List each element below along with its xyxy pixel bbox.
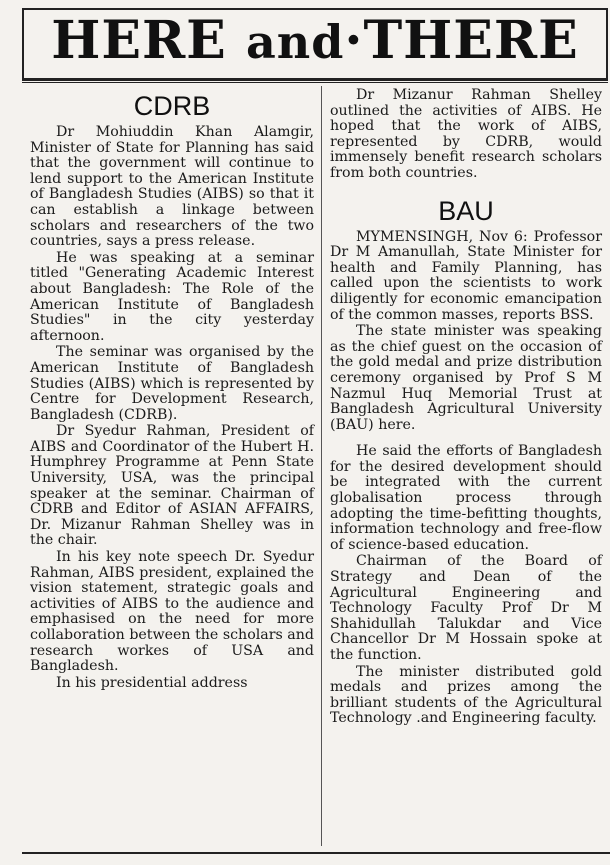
title-there: THERE — [363, 10, 579, 71]
title-here: HERE — [51, 10, 227, 71]
column-divider — [321, 86, 322, 846]
cdrb-continuation: Dr Mizanur Rahman Shelley outlined the activities of AIBS. He hoped that the work of AIBS, represented by CDRB, would immensely benefit research scholars from both countries. — [330, 87, 602, 181]
banner-box — [22, 8, 608, 78]
bau-para-5: The minister distributed gold medals and prizes among the brilliant students of the Agricultural Technology .and Engineering faculty. — [330, 663, 602, 727]
bau-para-4: Chairman of the Board of Strategy and Dean of the Agricultural Engineering and Technology Faculty Prof Dr M Shahidullah Talukdar and Vice Chancellor Dr M Hossain spoke at the function. — [330, 553, 602, 663]
heading-bau: BAU — [438, 195, 494, 226]
banner-rule — [22, 78, 608, 81]
cdrb-para-4: Dr Syedur Rahman, President of AIBS and Coordinator of the Hubert H. Humphrey Programme at Penn State University, USA, was the principal speaker at the seminar. Chairman of CDRB and Editor of ASIAN AFFAIRS, Dr. Mizanur Rahman Shelley was in the chair. — [30, 423, 314, 549]
article-cdrb — [30, 88, 314, 692]
cdrb-para-1: Dr Mohiuddin Khan Alamgir, Minister of State for Planning has said that the government will continue to lend support to the American Institute of Bangladesh Studies (AIBS) so that it can establish a linkage between scholars and researchers of the two countries, says a press release. — [30, 124, 314, 250]
cdrb-para-6: In his presidential address — [56, 674, 248, 691]
bau-para-1: MYMENSINGH, Nov 6: Professor Dr M Amanullah, State Minister for health and Family Planning, has called upon the scientists to work diligently for economic emancipation of the common masses, reports BSS. — [330, 228, 602, 323]
cdrb-para-2: He was speaking at a seminar titled "Generating Academic Interest about Bangladesh: The Role of the American Institute of Bangladesh Studies" in the city yesterday afternoon. — [30, 249, 314, 344]
bau-para-2: The state minister was speaking as the chief guest on the occasion of the gold medal and prize distribution ceremony organised by Prof S M Nazmul Huq Memorial Trust at Bangladesh Agricultural University (BAU) here. — [330, 323, 602, 433]
cdrb-para-3: The seminar was organised by the American Institute of Bangladesh Studies (AIBS) which is represented by Centre for Development Research, Bangladesh (CDRB). — [30, 344, 314, 423]
heading-cdrb: CDRB — [133, 91, 211, 121]
article-bau — [330, 88, 602, 728]
bottom-rule — [22, 852, 610, 854]
page-title: HERE and·THERE — [51, 10, 579, 71]
title-and: and — [245, 15, 345, 69]
banner-rule-thin — [22, 82, 608, 83]
bau-para-3: He said the efforts of Bangladesh for the desired development should be integrated with the current globalisation process through adopting the time-befitting thoughts, information technology and free-flow of science-based education. — [330, 443, 602, 553]
cdrb-para-5: In his key note speech Dr. Syedur Rahman, AIBS president, explained the vision statement, strategic goals and activities of AIBS to the audience and emphasised on the need for more collaboration between the scholars and research workes of USA and Bangladesh. — [30, 549, 314, 675]
